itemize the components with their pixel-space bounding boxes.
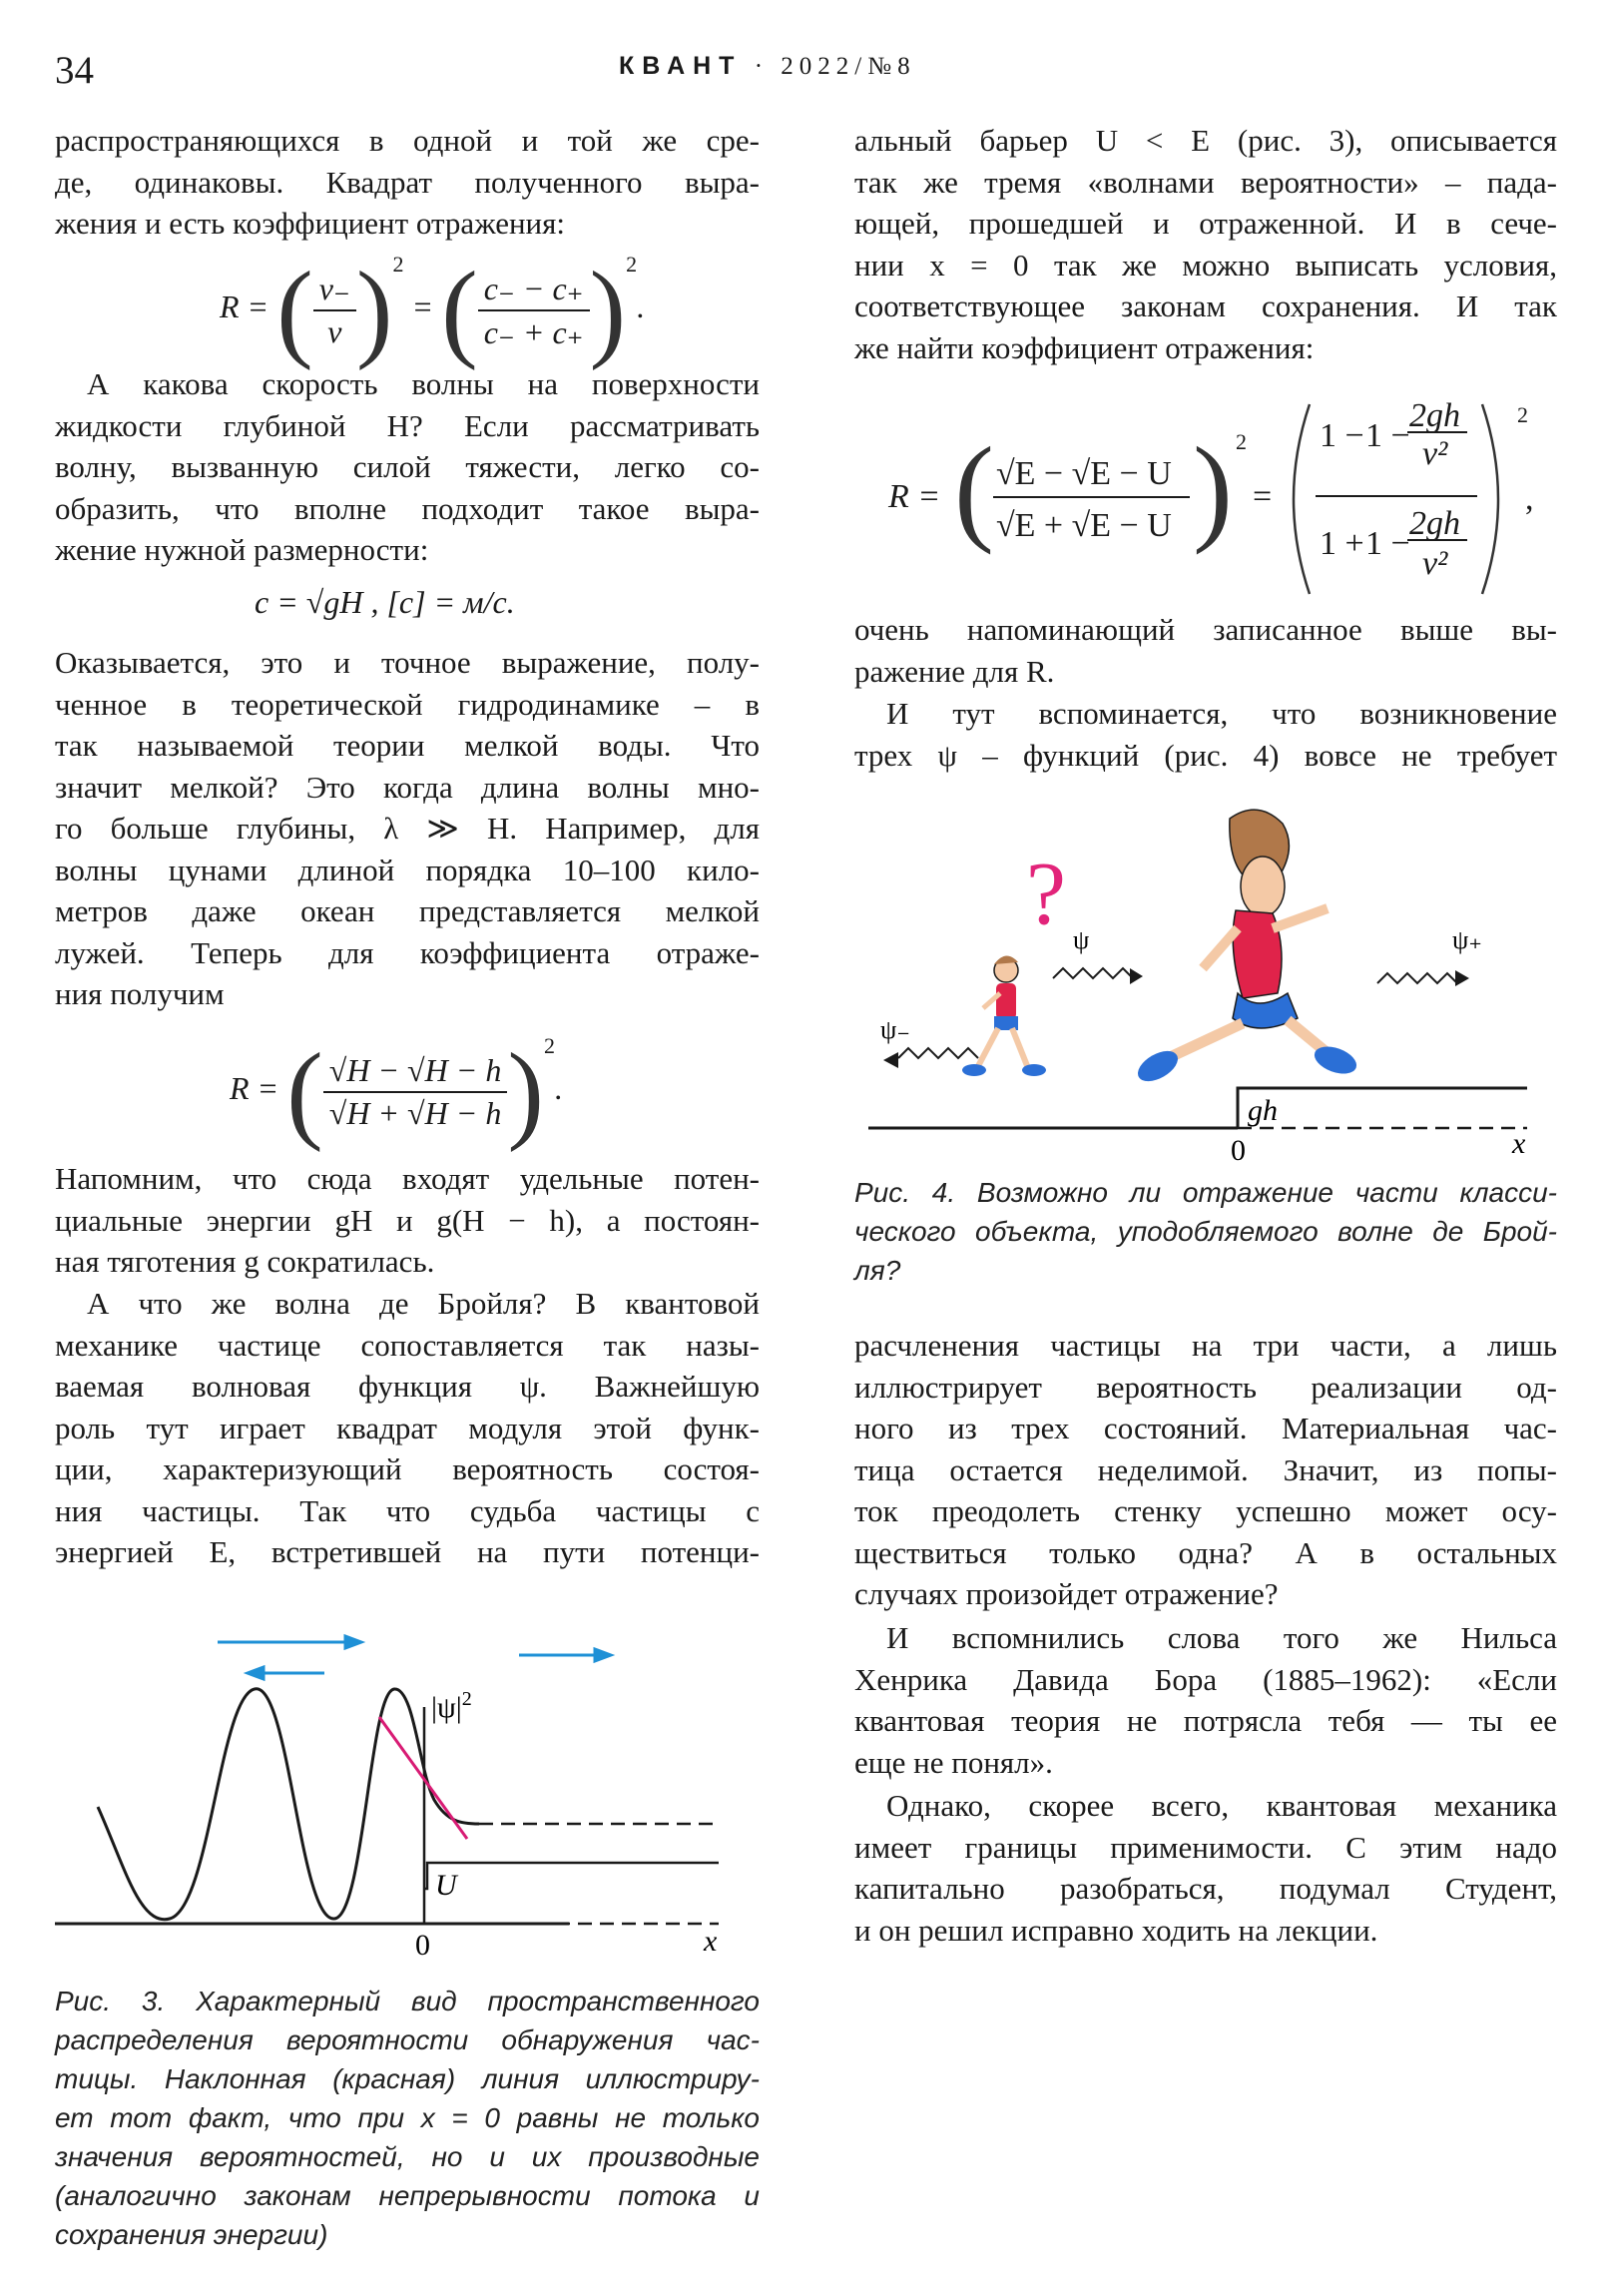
barrier-step [424, 1863, 719, 1889]
transmitted-wave [1377, 973, 1457, 983]
origin-label: 0 [415, 1929, 430, 1957]
svg-text:v²: v² [1422, 545, 1448, 582]
svg-text:1 +: 1 + [1320, 525, 1364, 562]
equation-reflection-energy [878, 394, 1537, 604]
right-paragraph-1: альный барьер U < E (рис. 3), описывается так же тремя «волнами вероятности» – пада- ющей, прошедшей и отраженной. И в сече- нии x = 0 так же можно выписать условия, соответствующее законам сохранения. И так же найти коэффициент отражения: [854, 123, 1557, 365]
page-number: 34 [55, 49, 94, 92]
psi-reflected-label: ψ₋ [880, 1015, 910, 1044]
x-axis-label: x [1512, 1127, 1526, 1160]
figure-3-caption: Рис. 3. Характерный вид пространственного распределения вероятности обнаружения час- тицы. Наклонная (красная) линия иллюстриру- ет тот факт, что при x = 0 равны не только значения вероятностей, но и их производные (аналогично законам непрерывности потока и сохранения энергии) [55, 1986, 760, 2250]
barrier-step [1238, 1088, 1527, 1128]
small-runner [962, 955, 1046, 1076]
journal-title: КВАНТ [619, 52, 743, 80]
svg-text:2gh: 2gh [1409, 505, 1460, 542]
left-paragraph-4: Напомним, что сюда входят удельные потен- циальные энергии gH и g(H − h), а постоян- ная тяготения g сократилась. [55, 1161, 760, 1279]
svg-text:√E − √E − U: √E − √E − U [996, 455, 1172, 492]
right-paragraph-3: И тут вспоминается, что возникновение трех ψ – функций (рис. 4) вовсе не требует [854, 696, 1557, 773]
right-paragraph-4: расчленения частицы на три части, а лишь иллюстрирует вероятность реализации од- ного из трех состояний. Материальная час- тица остается неделимой. Значит, из попы- ток преодолеть стенку успешно может осу- ществиться только одна? А в остальных случаях произойдет отражение? [854, 1328, 1557, 1611]
u-label: U [435, 1869, 457, 1902]
big-runner [1133, 810, 1360, 1087]
reflected-wave-arrow [883, 1052, 898, 1068]
svg-text:2: 2 [1517, 402, 1528, 427]
svg-text:v²: v² [1422, 435, 1448, 472]
psi-incident-label: ψ [1073, 925, 1090, 954]
figure-3-probability-plot [50, 1617, 759, 1957]
probability-curve [98, 1689, 479, 1920]
svg-text:=: = [1253, 478, 1273, 515]
svg-text:1 −: 1 − [1365, 417, 1410, 454]
transmitted-arrow-head [595, 1649, 611, 1661]
svg-text:): ) [1193, 422, 1233, 555]
left-paragraph-3: Оказывается, это и точное выражение, полу- ченное в теоретической гидродинамике – в так называемой теории мелкой воды. Что значит мелкой? Это когда длина волны мно- го больше глубины, λ ≫ H. Например, для волны цунами длиной порядка 10–100 кило- метров даже океан представляется мелкой лужей. Теперь для коэффициента отраже- ния получим [55, 645, 760, 1011]
right-paragraph-6: Однако, скорее всего, квантовая механика имеет границы применимости. С этим надо капитально разобраться, подумал Студент, и он решил исправно ходить на лекции. [854, 1788, 1557, 1948]
incident-arrow-head [345, 1636, 361, 1648]
left-paragraph-5: А что же волна де Бройля? В квантовой механике частице сопоставляется так назы- ваемая волновая функция ψ. Важнейшую роль тут играет квадрат модуля этой функ- ции, характеризующий вероятность состоя- ния частицы. Так что судьба частицы с энергией E, встретившей на пути потенци- [55, 1286, 760, 1569]
equation-wave-speed: c = √gH , [c] = м/с. [255, 584, 515, 620]
svg-text:1 −: 1 − [1320, 417, 1364, 454]
psi-transmitted-label: ψ₊ [1452, 925, 1482, 954]
figure-4-caption: Рис. 4. Возможно ли отражение части класси- ческого объекта, уподобляемого волне де Брой- ля? [854, 1177, 1557, 1286]
svg-text:1 −: 1 − [1365, 525, 1410, 562]
svg-text:2: 2 [1236, 429, 1247, 454]
reflected-arrow-head [248, 1667, 264, 1679]
svg-text:√E + √E − U: √E + √E − U [996, 507, 1172, 544]
right-paragraph-5: И вспомнились слова того же Нильса Хенрика Давида Бора (1885–1962): «Если квантовая теория не потрясла тебя — ты ее еще не понял». [854, 1620, 1557, 1780]
equation-reflection-depth: R = ( $\frac{√H - √H - h}{√H + √H - h}$ )$^2$. [230, 1030, 563, 1153]
svg-text:2gh: 2gh [1409, 397, 1460, 434]
issue-number: · 2022/№8 [754, 53, 916, 80]
incident-wave [1053, 968, 1133, 978]
question-mark: ? [1026, 845, 1066, 943]
x-axis-label: x [704, 1925, 718, 1957]
incident-wave-arrow [1130, 968, 1143, 984]
svg-text:(: ( [954, 422, 994, 555]
running-header [619, 52, 916, 81]
reflected-wave [898, 1048, 978, 1058]
svg-text:,: , [1525, 480, 1534, 517]
left-paragraph-1: распространяющихся в одной и той же сре- де, одинаковы. Квадрат полученного выра- жения и есть коэффициент отражения: [55, 123, 760, 241]
left-paragraph-2: А какова скорость волны на поверхности жидкости глубиной H? Если рассматривать волну, вызванную силой тяжести, легко со- образить, что вполне подходит такое выра- жение нужной размерности: [55, 366, 760, 567]
wave-arrows [218, 1636, 611, 1679]
transmitted-wave-arrow [1455, 970, 1469, 986]
psi-squared-label: $|\psi|^2$ [431, 1688, 472, 1724]
right-paragraph-2: очень напоминающий записанное выше вы- ражение для R. [854, 612, 1557, 689]
origin-label: 0 [1231, 1134, 1246, 1167]
figure-4-runners [858, 799, 1557, 1168]
svg-text:R =: R = [888, 478, 941, 515]
gh-label: gh [1248, 1094, 1278, 1127]
equation-reflection-velocity: R = ( $\frac{v_-}{v}$ )$^2$ = ( $\frac{c_- - c_+}{c_- + c_+}$ )$^2$. [220, 249, 646, 371]
